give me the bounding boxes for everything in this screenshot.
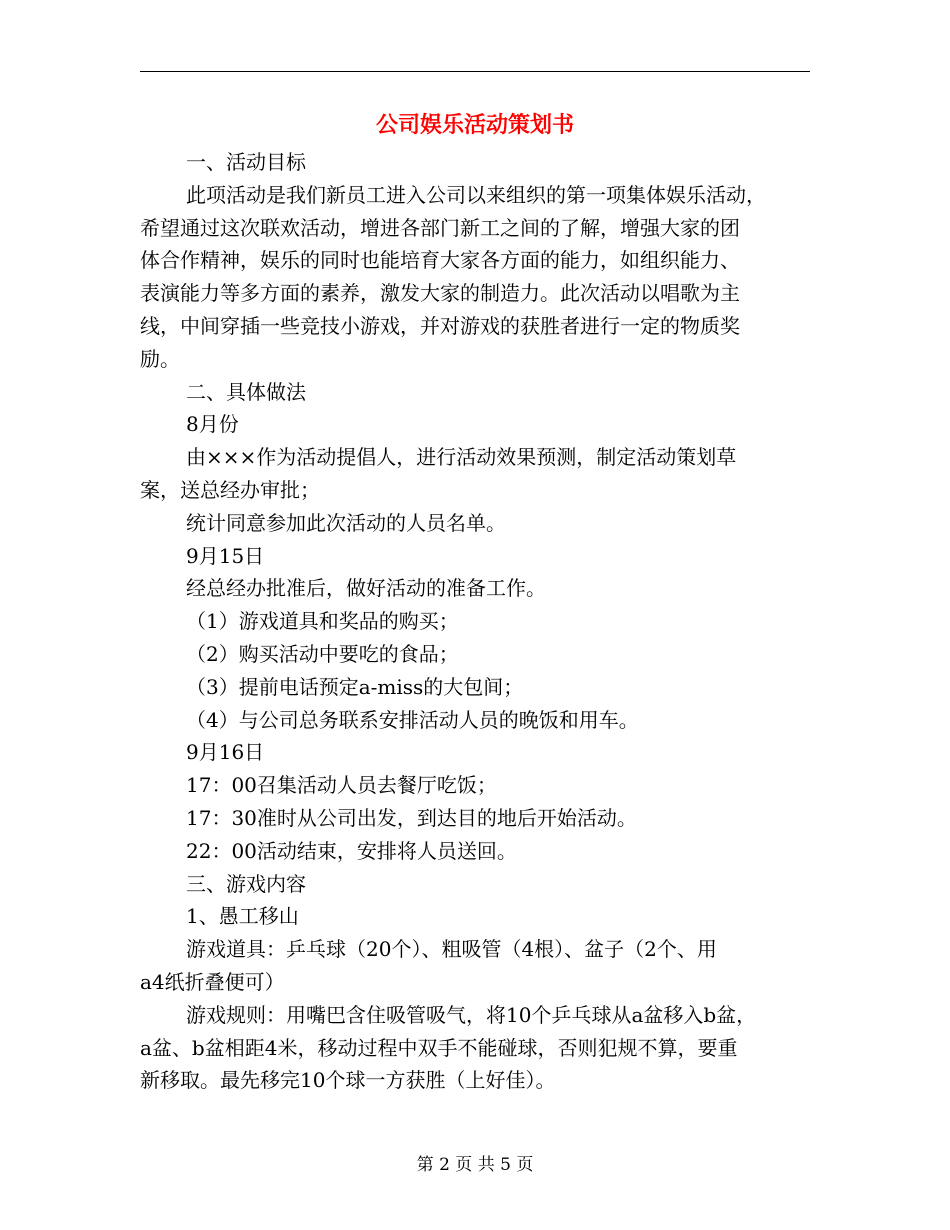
paragraph-line: 励。 bbox=[140, 346, 180, 371]
paragraph-line: 希望通过这次联欢活动，增进各部门新工之间的了解，增强大家的团 bbox=[140, 215, 740, 240]
paragraph-line: 9月16日 bbox=[186, 740, 265, 765]
header-rule bbox=[140, 71, 810, 72]
paragraph-line: 表演能力等多方面的素养，激发大家的制造力。此次活动以唱歌为主 bbox=[140, 281, 740, 306]
paragraph-line: 9月15日 bbox=[186, 543, 265, 568]
paragraph-line: a4纸折叠便可） bbox=[140, 969, 285, 994]
document-title: 公司娱乐活动策划书 bbox=[375, 112, 574, 138]
page-footer: 第 2 页 共 5 页 bbox=[416, 1155, 534, 1175]
paragraph-line: 一、活动目标 bbox=[186, 150, 306, 174]
paragraph-line: 由×××作为活动提倡人，进行活动效果预测，制定活动策划草 bbox=[186, 445, 737, 470]
paragraph-line: 体合作精神，娱乐的同时也能培育大家各方面的能力，如组织能力、 bbox=[140, 248, 740, 273]
paragraph-line: 1、愚工移山 bbox=[186, 904, 299, 929]
paragraph-line: （3）提前电话预定a-miss的大包间； bbox=[186, 674, 524, 699]
paragraph-line: 游戏规则：用嘴巴含住吸管吸气，将10个乒乓球从a盆移入b盆， bbox=[186, 1002, 757, 1027]
paragraph-line: 三、游戏内容 bbox=[186, 871, 306, 896]
paragraph-line: 案，送总经办审批； bbox=[140, 477, 320, 502]
paragraph-line: 线，中间穿插一些竞技小游戏，并对游戏的获胜者进行一定的物质奖 bbox=[140, 313, 740, 338]
paragraph-line: 17：30准时从公司出发，到达目的地后开始活动。 bbox=[186, 805, 637, 830]
paragraph-line: 经总经办批准后，做好活动的准备工作。 bbox=[186, 576, 546, 601]
paragraph-line: （2）购买活动中要吃的食品； bbox=[186, 641, 459, 666]
paragraph-line: 游戏道具：乒乓球（20个）、粗吸管（4根）、盆子（2个、用 bbox=[186, 937, 717, 962]
paragraph-line: 8月份 bbox=[186, 412, 239, 437]
paragraph-line: 此项活动是我们新员工进入公司以来组织的第一项集体娱乐活动， bbox=[186, 182, 766, 207]
paragraph-line: （1）游戏道具和奖品的购买； bbox=[186, 609, 459, 634]
paragraph-line: 统计同意参加此次活动的人员名单。 bbox=[186, 510, 506, 535]
paragraph-line: 二、具体做法 bbox=[186, 379, 306, 404]
paragraph-line: 新移取。最先移完10个球一方获胜（上好佳）。 bbox=[140, 1068, 556, 1093]
paragraph-line: a盆、b盆相距4米，移动过程中双手不能碰球，否则犯规不算，要重 bbox=[140, 1035, 738, 1060]
paragraph-line: （4）与公司总务联系安排活动人员的晚饭和用车。 bbox=[186, 707, 639, 732]
document-body bbox=[140, 146, 812, 1097]
paragraph-line: 17：00召集活动人员去餐厅吃饭； bbox=[186, 773, 497, 798]
paragraph-line: 22：00活动结束，安排将人员送回。 bbox=[186, 838, 517, 863]
